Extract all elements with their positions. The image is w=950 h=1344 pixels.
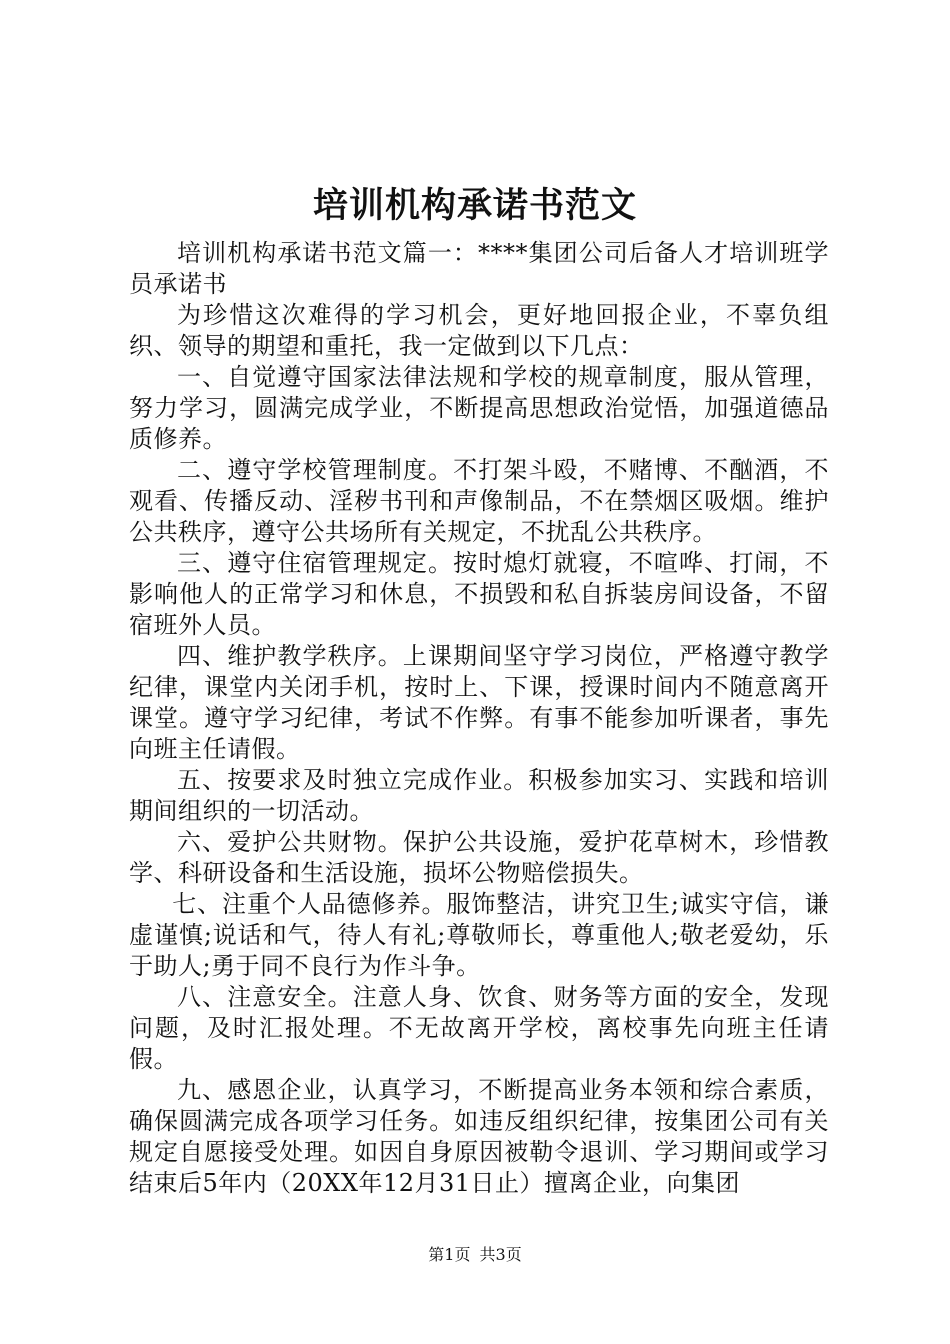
document-title: 培训机构承诺书范文 <box>312 185 637 226</box>
document-body <box>129 238 829 1199</box>
page-footer <box>0 1243 950 1267</box>
page-number: 第1页 <box>428 1245 471 1264</box>
paragraph-item-7: 七、注重个人品德修养。服饰整洁，讲究卫生;诚实守信，谦虚谨慎;说话和气，待人有礼;尊敬师长，尊重他人;敬老爱幼，乐于助人;勇于同不良行为作斗争。 <box>129 890 829 980</box>
paragraph-item-6: 六、爱护公共财物。保护公共设施，爱护花草树木，珍惜教学、科研设备和生活设施，损坏公物赔偿损失。 <box>129 828 829 887</box>
page-total: 共3页 <box>479 1245 522 1264</box>
paragraph-item-8: 八、注意安全。注意人身、饮食、财务等方面的安全，发现问题，及时汇报处理。不无故离开学校，离校事先向班主任请假。 <box>129 983 829 1073</box>
paragraph-item-4: 四、维护教学秩序。上课期间坚守学习岗位，严格遵守教学纪律，课堂内关闭手机，按时上、下课，授课时间内不随意离开课堂。遵守学习纪律，考试不作弊。有事不能参加听课者，事先向班主任请假。 <box>129 642 829 763</box>
paragraph-item-3: 三、遵守住宿管理规定。按时熄灯就寝，不喧哗、打闹，不影响他人的正常学习和休息，不损毁和私自拆装房间设备，不留宿班外人员。 <box>129 549 829 639</box>
paragraph-preamble: 为珍惜这次难得的学习机会，更好地回报企业，不辜负组织、领导的期望和重托，我一定做到以下几点： <box>129 301 829 360</box>
paragraph-item-1: 一、自觉遵守国家法律法规和学校的规章制度，服从管理，努力学习，圆满完成学业，不断提高思想政治觉悟，加强道德品质修养。 <box>129 363 829 453</box>
paragraph-item-2: 二、遵守学校管理制度。不打架斗殴，不赌博、不酗酒，不观看、传播反动、淫秽书刊和声像制品，不在禁烟区吸烟。维护公共秩序，遵守公共场所有关规定，不扰乱公共秩序。 <box>129 456 829 546</box>
paragraph-item-9: 九、感恩企业，认真学习，不断提高业务本领和综合素质，确保圆满完成各项学习任务。如违反组织纪律，按集团公司有关规定自愿接受处理。如因自身原因被勒令退训、学习期间或学习结束后5年内（20XX年12月31日止）擅离企业，向集团 <box>129 1076 829 1197</box>
paragraph-item-5: 五、按要求及时独立完成作业。积极参加实习、实践和培训期间组织的一切活动。 <box>129 766 829 825</box>
paragraph-intro: 培训机构承诺书范文篇一：****集团公司后备人才培训班学员承诺书 <box>129 239 829 298</box>
